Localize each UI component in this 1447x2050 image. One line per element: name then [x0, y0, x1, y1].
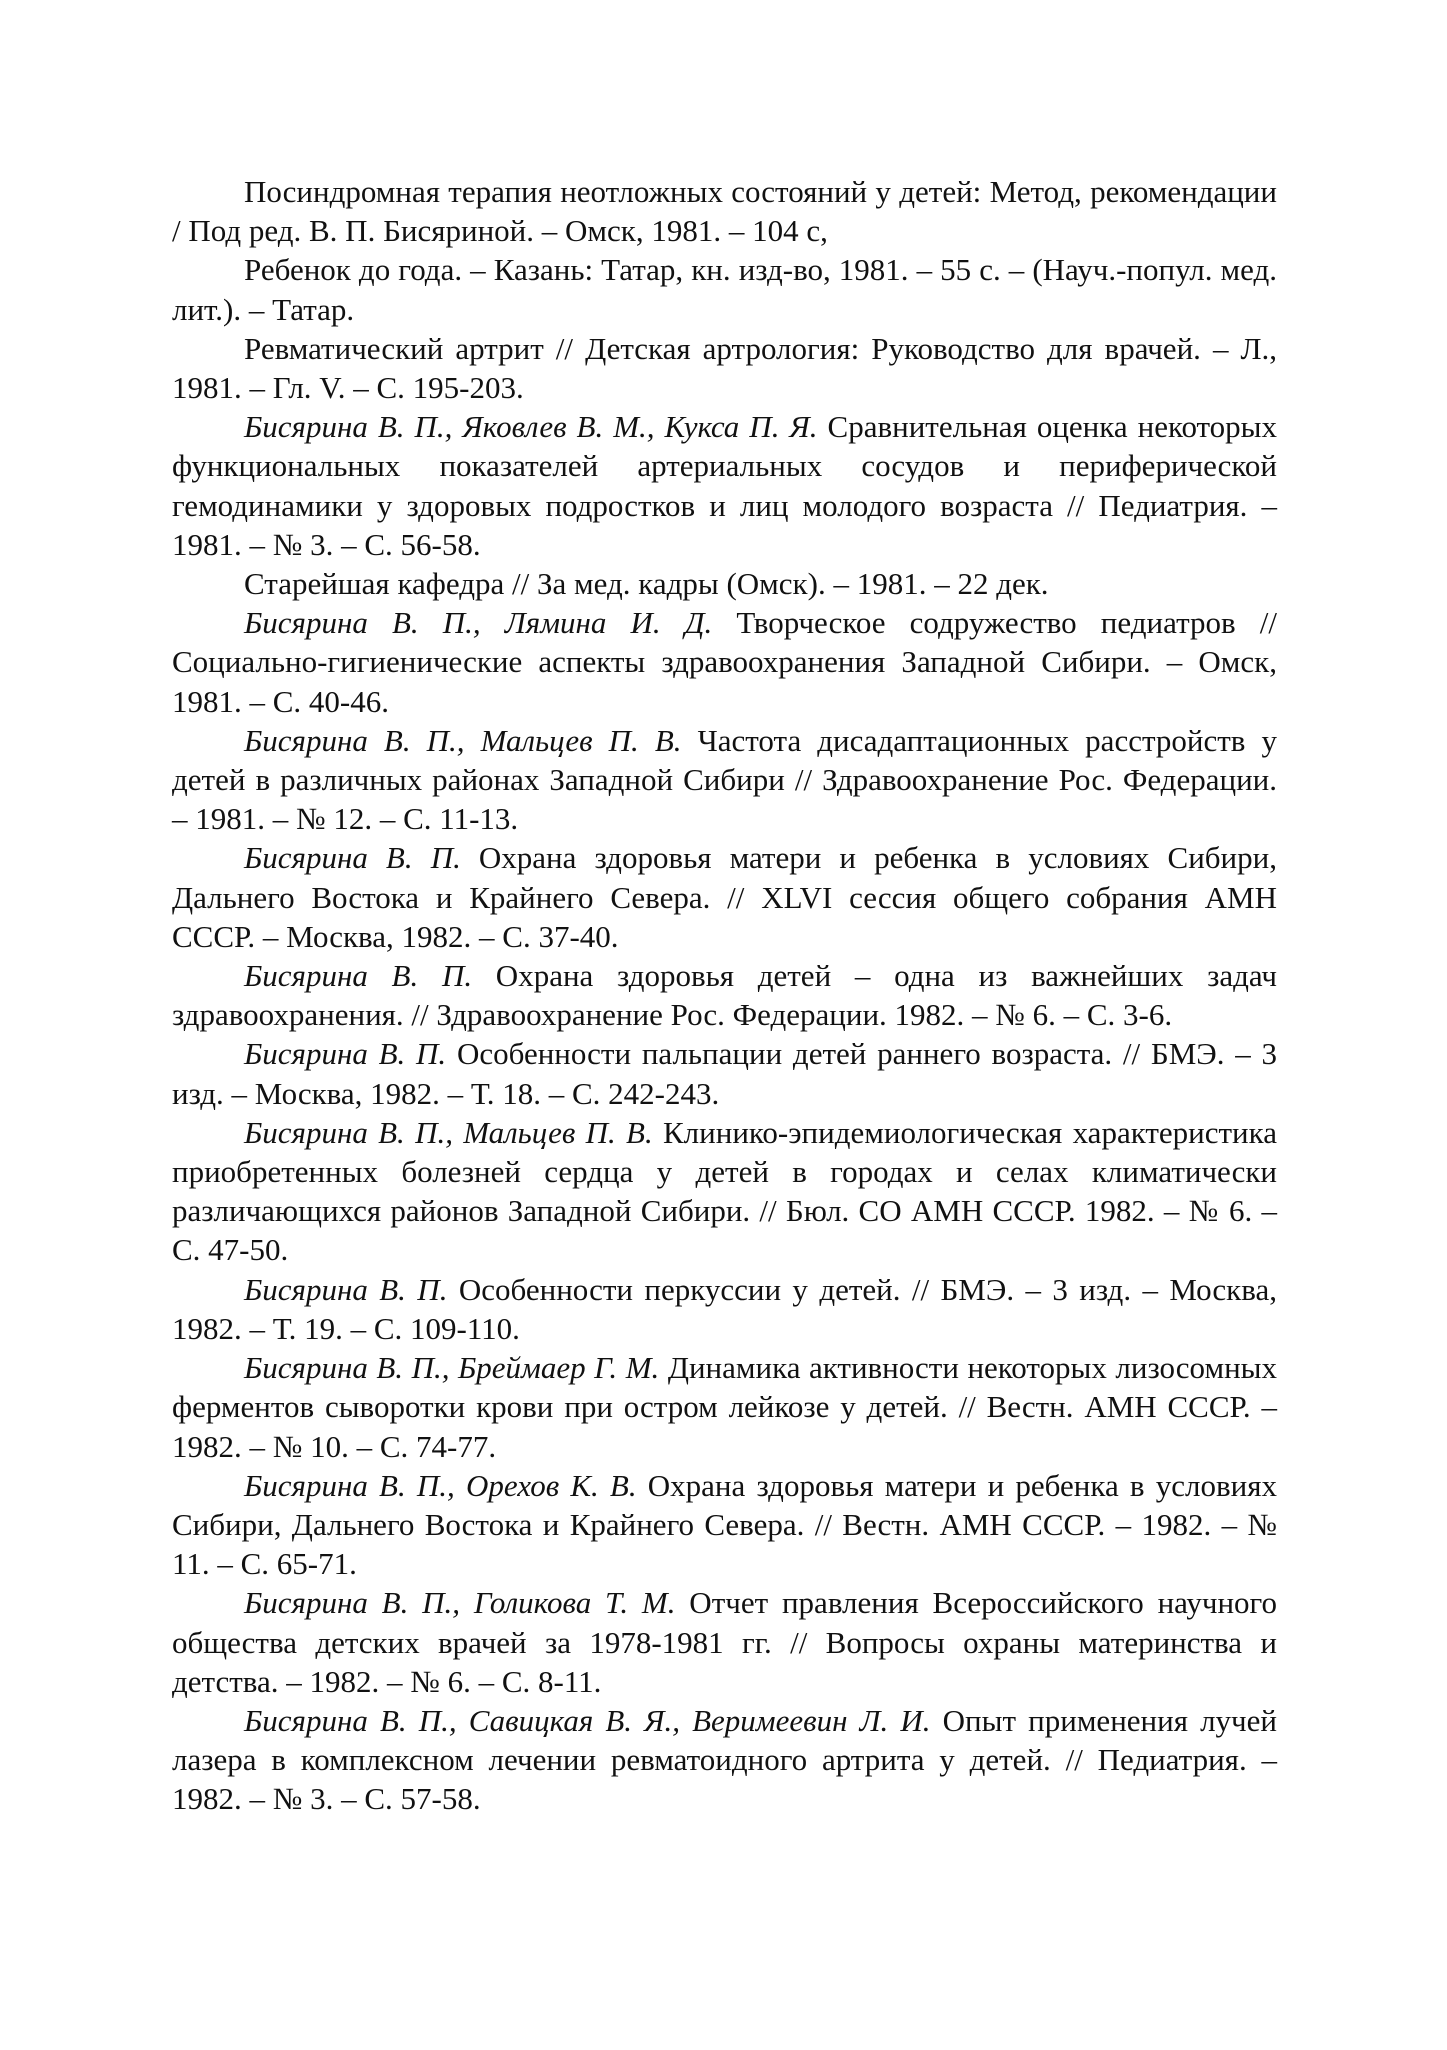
entry-authors: Бисярина В. П. — [244, 1036, 447, 1072]
entry-authors: Бисярина В. П., Голикова Т. М. — [244, 1585, 676, 1621]
bibliography-entry — [172, 329, 1277, 407]
entry-authors: Бисярина В. П., Мальцев П. В. — [244, 722, 682, 758]
bibliography-entry — [172, 956, 1277, 1034]
bibliography-entry — [172, 407, 1277, 564]
entry-text: Сравнительная оценка некоторых функциональных показателей артериальных сосудов и периферической гемодинамики у здоровых подростков и лиц молодого возраста // Педиатрия. – 1981. – № 3. – С. 56-58. — [172, 409, 1277, 562]
bibliography-entry — [172, 1348, 1277, 1466]
entry-text: Старейшая кафедра // За мед. кадры (Омск). – 1981. – 22 дек. — [244, 566, 1049, 602]
entry-text: Охрана здоровья матери и ребенка в условиях Сибири, Дальнего Востока и Крайнего Севера. // XLVI сессия общего собрания АМН СССР. – Москва, 1982. – С. 37-40. — [172, 840, 1277, 954]
entry-authors: Бисярина В. П., Орехов К. В. — [244, 1467, 637, 1503]
entry-authors: Бисярина В. П. — [244, 840, 461, 876]
entry-text: Творческое содружество педиатров // Социально-гигиенические аспекты здравоохранения Западной Сибири. – Омск, 1981. – С. 40-46. — [172, 605, 1277, 719]
entry-text: Опыт применения лучей лазера в комплексном лечении ревматоидного артрита у детей. // Педиатрия. – 1982. – № 3. – С. 57-58. — [172, 1702, 1278, 1817]
bibliography-entry — [172, 603, 1277, 721]
entry-text: Ревматический артрит // Детская артрология: Руководство для врачей. – Л., 1981. – Гл. V. – С. 195-203. — [172, 330, 1277, 406]
bibliography-entry — [172, 1113, 1277, 1270]
entry-text: Частота дисадаптационных расстройств у детей в различных районах Западной Сибири // Здравоохранение Рос. Федерации. – 1981. – № 12. – С. 11-13. — [172, 722, 1277, 837]
entry-text: Особенности перкуссии у детей. // БМЭ. – 3 изд. – Москва, 1982. – Т. 19. – С. 109-110. — [172, 1271, 1277, 1346]
entry-text: Отчет правления Всероссийского научного общества детских врачей за 1978-1981 гг. // Вопросы охраны материнства и детства. – 1982. – № 6. – С. 8-11. — [172, 1585, 1277, 1699]
bibliography-entry — [172, 721, 1277, 839]
bibliography-entry — [172, 838, 1277, 956]
entry-text: Клинико-эпидемиологическая характеристика приобретенных болезней сердца у детей в городах и селах климатически различающихся районов Западной Сибири. // Бюл. СО АМН СССР. 1982. – № 6. – С. 47-50. — [172, 1114, 1278, 1268]
bibliography-entry — [172, 172, 1277, 250]
entry-authors: Бисярина В. П., Яковлев В. М., Кукса П. Я. — [244, 409, 818, 445]
entry-text: Охрана здоровья детей – одна из важнейших задач здравоохранения. // Здравоохранение Рос. Федерации. 1982. – № 6. – С. 3-6. — [172, 958, 1277, 1033]
bibliography-page — [172, 172, 1277, 1819]
bibliography-entry — [172, 1701, 1277, 1819]
entry-authors: Бисярина В. П. — [244, 1271, 448, 1307]
entry-authors: Бисярина В. П., Савицкая В. Я., Веримеевин Л. И. — [244, 1702, 931, 1738]
entry-authors: Бисярина В. П., Лямина И. Д. — [244, 605, 713, 641]
entry-text: Динамика активности некоторых лизосомных ферментов сыворотки крови при остром лейкозе у детей. // Вестн. АМН СССР. – 1982. – № 10. – С. 74-77. — [172, 1350, 1277, 1464]
entry-authors: Бисярина В. П., Мальцев П. В. — [244, 1114, 653, 1150]
bibliography-entry — [172, 1466, 1277, 1584]
bibliography-entry — [172, 1034, 1277, 1112]
entry-text: Посиндромная терапия неотложных состояний у детей: Метод, рекомендации / Под ред. В. П. Бисяриной. – Омск, 1981. – 104 с, — [172, 174, 1277, 249]
bibliography-entry — [172, 564, 1277, 603]
bibliography-entry — [172, 1270, 1277, 1348]
entry-text: Ребенок до года. – Казань: Татар, кн. изд-во, 1981. – 55 с. – (Науч.-попул. мед. лит.). – Татар. — [172, 252, 1277, 327]
entry-authors: Бисярина В. П., Бреймаер Г. М. — [244, 1350, 660, 1386]
entry-authors: Бисярина В. П. — [244, 958, 473, 994]
entry-text: Особенности пальпации детей раннего возраста. // БМЭ. – 3 изд. – Москва, 1982. – Т. 18. – С. 242-243. — [172, 1036, 1277, 1111]
bibliography-entry — [172, 250, 1277, 328]
entry-text: Охрана здоровья матери и ребенка в условиях Сибири, Дальнего Востока и Крайнего Севера. // Вестн. АМН СССР. – 1982. – № 11. – С. 65-71. — [172, 1467, 1277, 1582]
bibliography-entry — [172, 1583, 1277, 1701]
